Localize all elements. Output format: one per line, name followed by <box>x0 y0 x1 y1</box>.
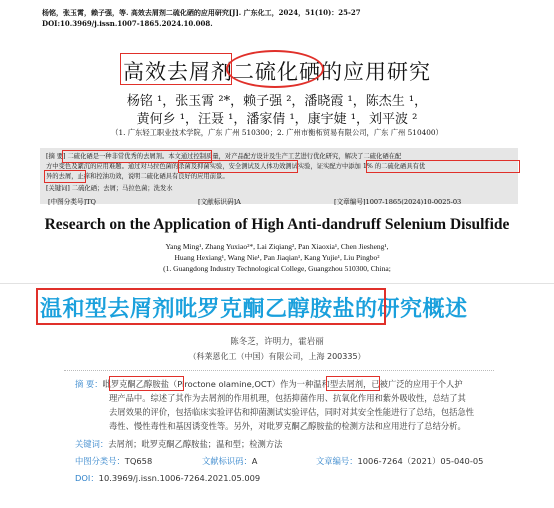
highlight-abstract-2 <box>178 160 298 173</box>
doi-value: 10.3969/j.issn.1006-7264.2021.05.009 <box>98 473 261 483</box>
abstract-2-line-4: 毒性、慢性毒性和基因诱变性等。另外，对吡罗克酮乙醇胺盐的检测方法和应用进行了总结分析。 <box>109 421 466 431</box>
english-affiliation: (1. Guangdong Industry Technological College, Guangzhou 510300, China; <box>163 264 391 273</box>
paper-2-page <box>0 283 554 508</box>
citation-line-1: 杨铭，张玉霄，赖子强，等. 高效去屑剂二硫化硒的应用研究[J]. 广东化工，2024，51(10)：25-27 <box>42 8 361 17</box>
article-number: [文章编号]1007-1865(2024)10-0025-03 <box>334 198 462 206</box>
article-value: 1006-7264（2021）05-040-05 <box>357 456 484 466</box>
authors-line-1: 杨铭 ¹，张玉霄 ²*，赖子强 ²，潘晓霞 ¹，陈杰生 ¹， <box>126 94 428 109</box>
article-label: 文章编号： <box>316 456 358 466</box>
doccode-label: 文献标识码： <box>202 456 252 466</box>
doi-2 <box>75 472 260 484</box>
keywords-line: [关键词] 二硫化硒；去屑；马拉色菌；洗发水 <box>46 185 173 192</box>
abstract-line-1: [摘 要] 二硫化硒是一种非常优秀的去屑剂。本文通过控制质量，对产品配方设计及生产工艺进行优化研究，解决了二硫化硒在配 <box>46 153 402 160</box>
paper-1-english-title: Research on the Application of High Anti-dandruff Selenium Disulfide <box>44 216 510 233</box>
authors-line-2: 黄何乡 ¹，汪聂 ¹，潘家倩 ¹，康宇婕 ¹，刘平波 ² <box>136 112 418 127</box>
highlight-circle-title <box>226 50 324 88</box>
english-authors-line-1: Yang Ming¹, Zhang Yuxiao²*, Lai Ziqiang², Pan Xiaoxia¹, Chen Jiesheng¹, <box>165 242 389 251</box>
citation-line-2: DOI:10.3969/j.issn.1007-1865.2024.10.008. <box>42 19 213 28</box>
highlight-abstract-3 <box>366 160 520 173</box>
affiliation-cn: （1. 广东轻工职业技术学院，广东 广州 510300；2. 广州市衡柘贸易有限公司，广东 广州 510400） <box>111 128 443 137</box>
class-label: 中图分类号： <box>75 456 125 466</box>
title-part-3: 的应用研究 <box>321 60 431 84</box>
title-2-part-2: 的研究概述 <box>355 297 468 322</box>
keywords-2 <box>75 437 282 451</box>
abstract-text-1b: （Piroctone olamine,OCT）作为一种 <box>168 379 314 389</box>
highlight-abstract-4 <box>44 170 86 183</box>
paper-2-authors: 陈冬芝，许明力，霍岩丽 <box>230 337 324 347</box>
doc-code-2 <box>202 455 257 467</box>
keywords-value: 去屑剂；吡罗克酮乙醇胺盐；温和型；检测方法 <box>108 439 283 449</box>
english-authors-line-2: Huang Hexiang¹, Wang Nie¹, Pan Jiaqian¹, Kang Yujie¹, Liu Pingbo² <box>174 253 380 262</box>
article-number-2 <box>316 455 483 467</box>
abstract-line-2: 方中变色及絮沉的应用难题。通过对马拉色菌的杀菌及抑菌实验，安全测试及人体功效测试实验，证实配方中添加 1% 的二硫化硒具有优 <box>46 163 426 170</box>
abstract-term-mild: 温和型去屑剂 <box>313 379 364 389</box>
class-value: TQ658 <box>124 456 153 466</box>
abstract-term-oct: 吡罗克酮乙醇胺盐 <box>102 379 169 389</box>
doc-code: [文献标识码]A <box>198 198 241 206</box>
title-part-1: 高效去屑剂 <box>123 60 233 84</box>
paper-2-affiliation: （科莱恩化工（中国）有限公司，上海 200335） <box>188 352 366 361</box>
abstract-text-1d: ，已被广泛的应用于个人护 <box>363 379 463 389</box>
abstract-2-line-3: 去屑效果的评价，包括临床实验评估和抑菌测试实验评估，同时对其安全性能进行了总结，包括急性 <box>109 407 475 417</box>
highlight-box-title <box>120 53 232 85</box>
class-number: [中图分类号]TQ <box>48 198 96 206</box>
abstract-2-line-2: 理产品中。综述了其作为去屑剂的作用机理，包括抑菌作用、抗氧化作用和紫外吸收性，总结了其 <box>109 393 466 403</box>
divider <box>64 370 494 371</box>
abstract-label: 摘 要： <box>75 379 103 389</box>
title-part-2: 二硫化硒 <box>233 60 321 84</box>
highlight-box-title-2 <box>36 288 386 325</box>
class-number-2 <box>75 455 152 467</box>
highlight-abstract-oct <box>109 376 184 391</box>
abstract-line-3: 异的去屑，止痒和控油功效，说明二硫化硒具有良好的应用前景。 <box>46 173 229 180</box>
title-2-part-1: 温和型去屑剂吡罗克酮乙醇胺盐 <box>40 297 356 322</box>
highlight-abstract-mild <box>326 376 380 391</box>
doi-label: DOI： <box>75 473 99 483</box>
keywords-label: 关键词： <box>75 439 109 449</box>
doccode-value: A <box>251 456 258 466</box>
